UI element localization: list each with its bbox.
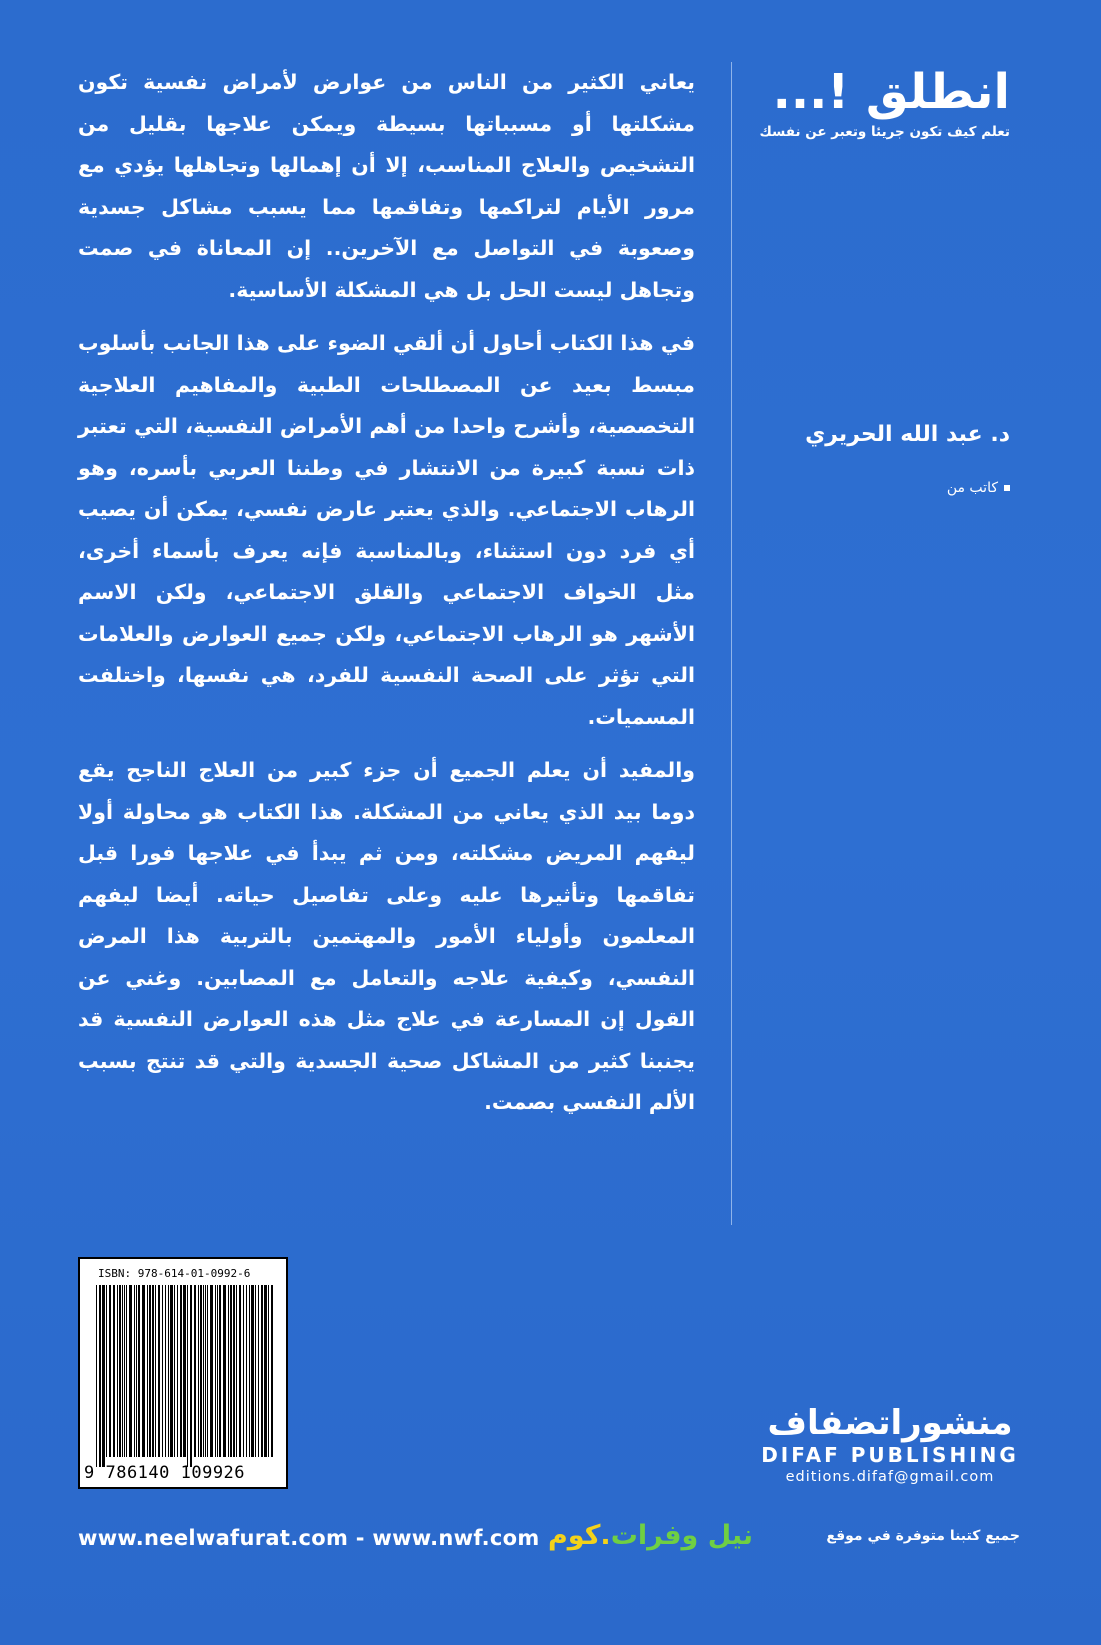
footer-brand-logo [548, 1520, 753, 1551]
barcode-bar [200, 1285, 202, 1457]
blurb-paragraph-2: في هذا الكتاب أحاول أن ألقي الضوء على هذا الجانب بأسلوب مبسط بعيد عن المصطلحات الطبية والمفاهيم العلاجية التخصصية، وأشرح واحدا من أهم الأمراض النفسية، التي تعتبر ذات نسبة كبيرة من الانتشار في وطننا العربي بأسره، وهو الرهاب الاجتماعي. والذي يعتبر عارض نفسي، يمكن أن يصيب أي فرد دون استثناء، وبالمناسبة فإنه يعرف بأسماء أخرى، مثل الخواف الاجتماعي والقلق الاجتماعي، ولكن الاسم الأشهر هو الرهاب الاجتماعي، ولكن جميع العوارض والعلامات التي تؤثر على الصحة النفسية للفرد، هي نفسها، واختلفت المسميات. [78, 331, 695, 729]
barcode-bar [138, 1285, 140, 1457]
barcode-bar [109, 1285, 111, 1457]
barcode-bar [198, 1285, 199, 1457]
barcode-bar [233, 1285, 235, 1457]
footer-note: جميع كتبنا متوفرة في موقع [826, 1528, 1020, 1544]
blurb-paragraph-1: يعاني الكثير من الناس من عوارض لأمراض نفسية تكون مشكلتها أو مسبباتها بسيطة ويمكن علاجها بقليل من التشخيص والعلاج المناسب، إلا أن إهمالها وتجاهلها يؤدي مع مرور الأيام لتراكمها وتفاقمها مما يسبب مشاكل جسدية وصعوبة في التواصل مع الآخرين.. إن المعاناة في صمت وتجاهل ليست الحل بل هي المشكلة الأساسية. [78, 70, 695, 302]
barcode-bar [99, 1285, 101, 1467]
barcode-bar [174, 1285, 175, 1457]
barcode-bar [187, 1285, 188, 1467]
author-note [755, 478, 1010, 498]
column-divider [731, 62, 732, 1225]
barcode-bar [207, 1285, 208, 1457]
barcode-bar [223, 1285, 226, 1457]
publisher-logo-ar [760, 1403, 1020, 1443]
barcode-bar [261, 1285, 263, 1457]
series-title: انطلق !... [772, 64, 1010, 120]
footer-brand-part1: نيل وفرات [610, 1520, 753, 1551]
barcode-bar [122, 1285, 123, 1457]
barcode-bar [194, 1285, 196, 1457]
bullet-icon [1004, 485, 1010, 491]
barcode-bar [155, 1285, 156, 1457]
barcode-bar [102, 1285, 105, 1467]
barcode-bar [149, 1285, 151, 1457]
barcode-bar [210, 1285, 213, 1457]
publisher-prefix: منشورات [877, 1403, 1013, 1443]
barcode-bar [165, 1285, 166, 1457]
barcode-bar [236, 1285, 237, 1457]
barcode-bar [243, 1285, 244, 1457]
barcode-bar [249, 1285, 250, 1457]
barcode-bar [119, 1285, 121, 1457]
barcode-bar [255, 1285, 256, 1457]
barcode-bar [205, 1285, 206, 1457]
barcode-bar [183, 1285, 186, 1457]
barcode-bar [147, 1285, 148, 1457]
blurb-text [78, 62, 695, 1136]
barcode-bar [203, 1285, 204, 1457]
barcode-bar [117, 1285, 118, 1457]
barcode-bar [219, 1285, 221, 1457]
barcode-bar [177, 1285, 178, 1457]
barcode-bar [162, 1285, 163, 1457]
barcode-bar [268, 1285, 269, 1457]
author-name: د. عبد الله الحريري [805, 422, 1010, 447]
barcode-bar [271, 1285, 273, 1457]
barcode-bar [113, 1285, 115, 1457]
isbn-digits: 9 786140 109926 [84, 1463, 246, 1483]
blurb-paragraph-3: والمفيد أن يعلم الجميع أن جزء كبير من العلاج الناجح يقع دوما بيد الذي يعاني من المشكلة. هذا الكتاب هو محاولة أولا ليفهم المريض مشكلته، ومن ثم يبدأ في علاجها فورا قبل تفاقمها وتأثيرها عليه وعلى تفاصيل حياته. أيضا ليفهم المعلمون وأولياء الأمور والمهتمين بالتربية هذا المرض النفسي، وكيفية علاجه والتعامل مع المصابين. وغني عن القول إن المسارعة في علاج مثل هذه العوارض النفسية قد يجنبنا كثير من المشاكل صحية الجسدية والتي قد تنتج بسبب الألم النفسي بصمت. [78, 758, 695, 1114]
footer-urls: www.neelwafurat.com - www.nwf.com [78, 1526, 540, 1550]
isbn-label: ISBN: 978-614-01-0992-6 [98, 1267, 251, 1280]
barcode-bar [136, 1285, 137, 1457]
barcode-bar [228, 1285, 229, 1457]
barcode-bar [264, 1285, 267, 1457]
footer-brand-part2: .كوم [548, 1520, 611, 1551]
barcode-bar [152, 1285, 154, 1457]
barcode-bar [190, 1285, 192, 1467]
barcode-bar [215, 1285, 216, 1457]
barcode-bar [124, 1285, 125, 1457]
barcode-bar [106, 1285, 107, 1457]
publisher-brand: ضفاف [767, 1403, 878, 1443]
barcode-bar [158, 1285, 160, 1457]
barcode-bar [180, 1285, 182, 1457]
barcode-bar [251, 1285, 254, 1457]
barcode-bar [239, 1285, 241, 1457]
series-subtitle: تعلم كيف تكون جريئا وتعبر عن نفسك [759, 124, 1010, 140]
barcode-bar [258, 1285, 259, 1457]
author-note-text: كاتب من [946, 480, 998, 496]
publisher-email: editions.difaf@gmail.com [785, 1469, 995, 1485]
barcode-bar [170, 1285, 173, 1457]
barcode-bar [142, 1285, 145, 1457]
publisher-name-en: DIFAF PUBLISHING [761, 1443, 1019, 1467]
barcode-bar [230, 1285, 232, 1457]
isbn-barcode [78, 1257, 288, 1489]
barcode-bars [94, 1285, 274, 1467]
barcode-bar [126, 1285, 127, 1457]
barcode-bar [129, 1285, 132, 1457]
barcode-bar [134, 1285, 135, 1457]
barcode-bar [246, 1285, 247, 1457]
barcode-bar [168, 1285, 169, 1457]
barcode-bar [217, 1285, 218, 1457]
barcode-bar [96, 1285, 97, 1467]
